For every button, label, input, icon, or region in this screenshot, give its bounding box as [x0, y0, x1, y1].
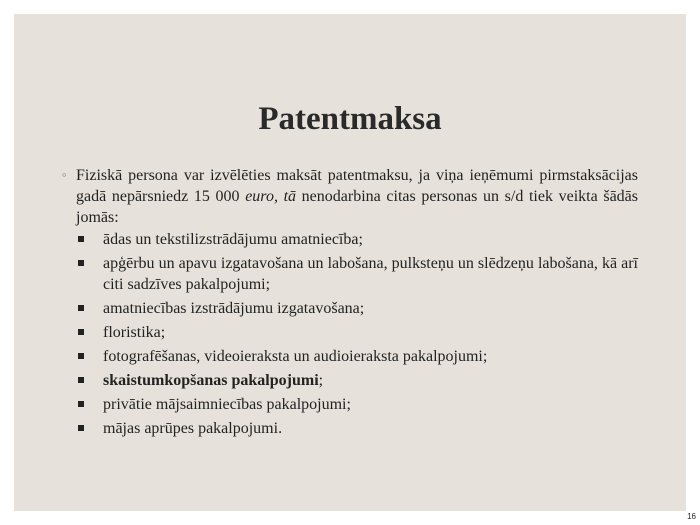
list-item	[58, 346, 638, 367]
lead-paragraph	[58, 165, 638, 228]
list-item	[58, 370, 638, 391]
list-item-text: apģērbu un apavu izgatavošana un labošana, pulksteņu un slēdzeņu labošana, kā arī citi sadzīves pakalpojumi;	[103, 255, 638, 293]
square-bullet-icon	[78, 377, 84, 383]
square-bullet-icon	[78, 353, 84, 359]
square-bullet-icon	[78, 329, 84, 335]
slide	[14, 14, 686, 511]
page-number: 16	[687, 512, 696, 521]
list-item	[58, 322, 638, 343]
lead-text-part1: Fiziskā persona var izvēlēties maksāt patentmaksu, ja viņa ieņēmumi pirmstaksācijas gadā nepārsniedz 15 000	[76, 167, 638, 205]
activity-list	[58, 229, 638, 439]
list-item	[58, 229, 638, 250]
list-item-suffix: ;	[318, 372, 324, 389]
square-bullet-icon	[78, 305, 84, 311]
square-bullet-icon	[78, 260, 84, 266]
slide-content	[58, 165, 638, 442]
list-item-text: ādas un tekstilizstrādājumu amatniecība;	[103, 231, 363, 248]
list-item-text: floristika;	[103, 324, 166, 341]
list-item-text: privātie mājsaimniecības pakalpojumi;	[103, 396, 351, 413]
slide-title: Patentmaksa	[258, 101, 442, 137]
square-bullet-icon	[78, 401, 84, 407]
circle-bullet-icon: ◦	[61, 169, 68, 182]
square-bullet-icon	[78, 236, 84, 242]
list-item	[58, 394, 638, 415]
list-item	[58, 298, 638, 319]
list-item-text: fotografēšanas, videoieraksta un audioieraksta pakalpojumi;	[103, 348, 488, 365]
list-item-text: mājas aprūpes pakalpojumi.	[103, 420, 283, 437]
list-item	[58, 253, 638, 295]
lead-text-part2: nenodarbina citas personas un s/d tiek veikta šādās jomās:	[76, 188, 639, 226]
lead-text-italic: euro, tā	[245, 188, 297, 205]
list-item-bold-text: skaistumkopšanas pakalpojumi	[103, 372, 319, 389]
square-bullet-icon	[78, 425, 84, 431]
list-item	[58, 418, 638, 439]
list-item-text: amatniecības izstrādājumu izgatavošana;	[103, 300, 365, 317]
